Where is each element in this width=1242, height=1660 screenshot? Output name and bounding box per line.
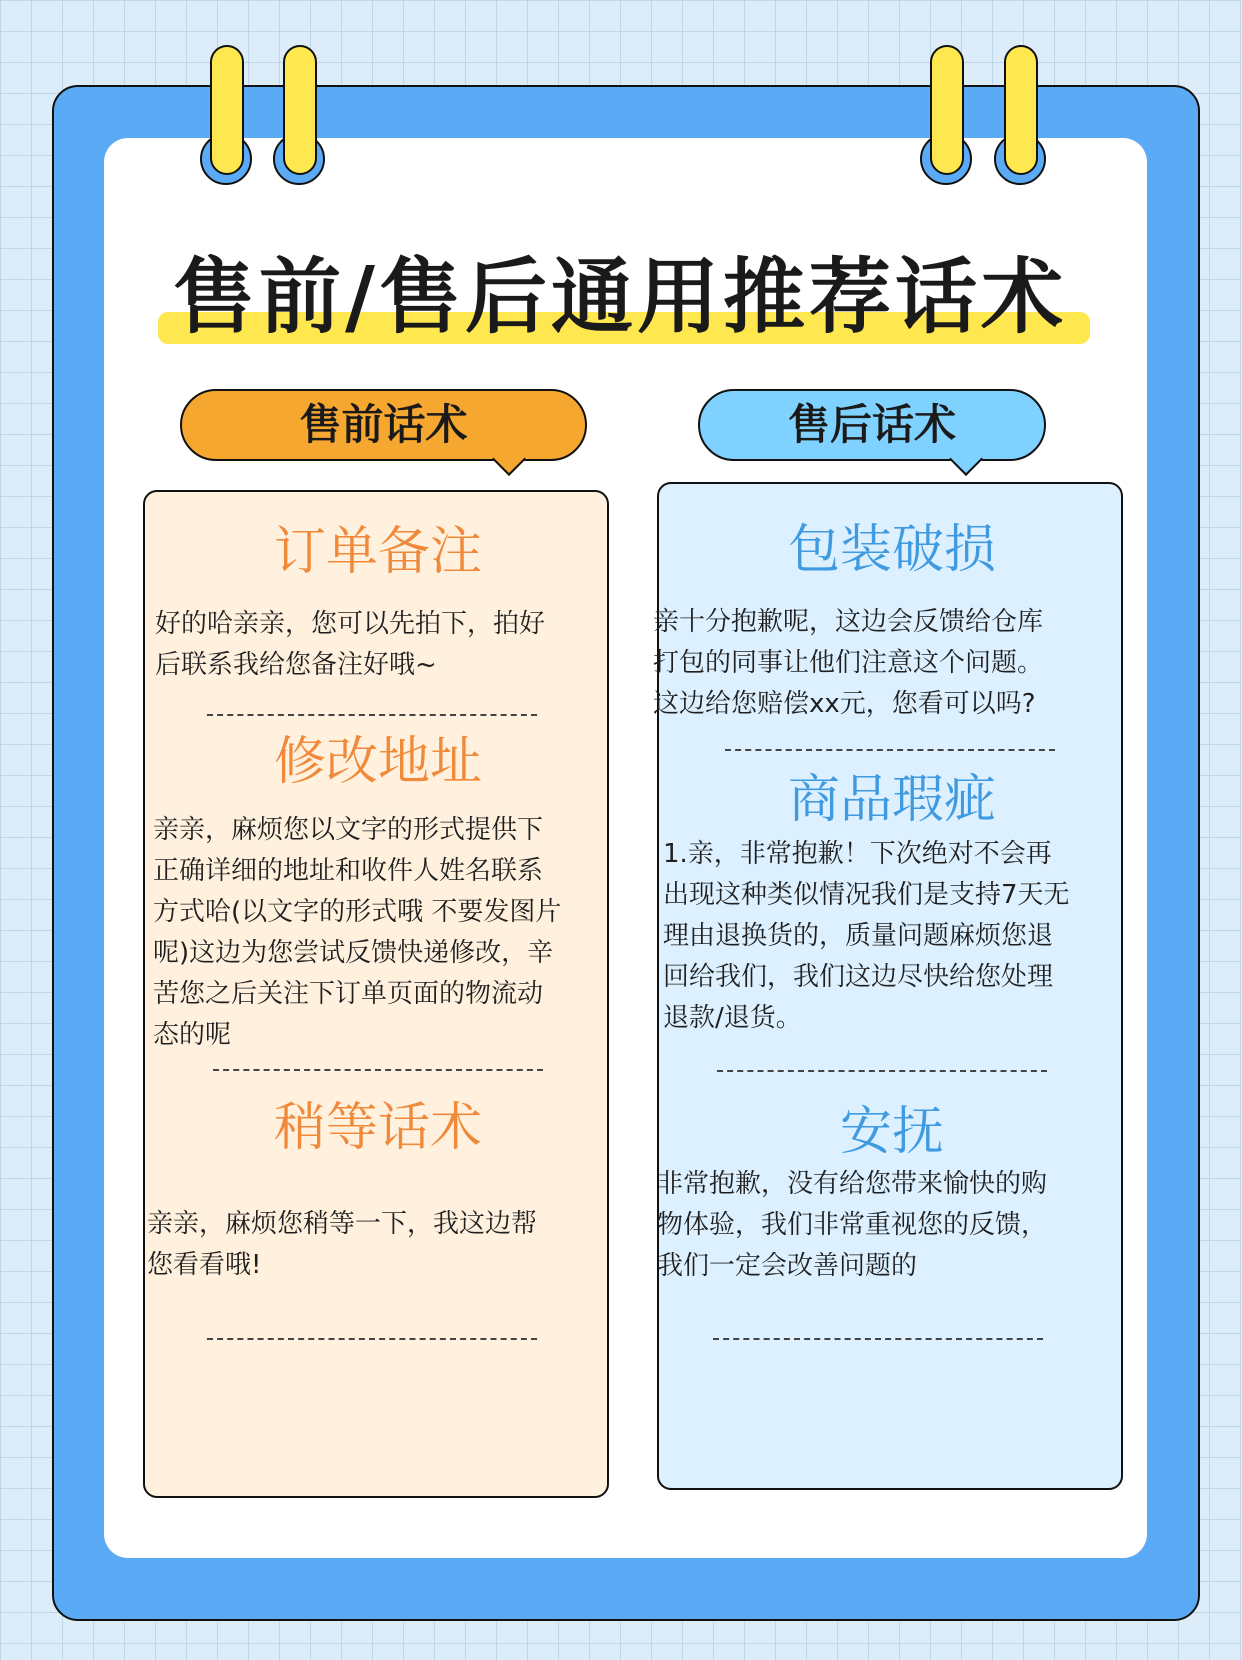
binder-ring bbox=[283, 45, 317, 185]
postsale-tag-label: 售后话术 bbox=[787, 400, 956, 449]
section-heading-wait: 稍等话术 bbox=[273, 1098, 482, 1158]
divider bbox=[717, 1070, 1047, 1072]
section-heading-product-defect: 商品瑕疵 bbox=[787, 770, 996, 830]
section-text-order-note: 好的哈亲亲，您可以先拍下，拍好 后联系我给您备注好哦~ bbox=[155, 609, 546, 680]
presale-tag bbox=[180, 389, 587, 461]
presale-tag-label: 售前话术 bbox=[299, 400, 468, 449]
divider bbox=[207, 714, 537, 716]
section-heading-order-note: 订单备注 bbox=[273, 522, 482, 582]
section-heading-change-address: 修改地址 bbox=[273, 732, 482, 792]
section-text-product-defect: 1.亲，非常抱歉！下次绝对不会再 出现这种类似情况我们是支持7天无 理由退换货的，质量问题麻烦您退 回给我们，我们这边尽快给您处理 退款/退货。 bbox=[663, 839, 1070, 1033]
page-title: 售前/售后通用推荐话术 bbox=[173, 250, 1067, 345]
section-heading-comfort: 安抚 bbox=[839, 1102, 944, 1162]
section-text-change-address: 亲亲，麻烦您以文字的形式提供下 正确详细的地址和收件人姓名联系 方式哈(以文字的形式哦 不要发图片 呢)这边为您尝试反馈快递修改，辛 苦您之后关注下订单页面的物流动 态的呢 bbox=[153, 815, 562, 1050]
binder-ring bbox=[210, 45, 244, 185]
presale-card bbox=[143, 490, 609, 1498]
section-text-wait: 亲亲，麻烦您稍等一下，我这边帮 您看看哦! bbox=[147, 1209, 538, 1280]
binder-ring bbox=[930, 45, 964, 185]
title-block bbox=[150, 250, 1090, 350]
divider bbox=[213, 1069, 543, 1071]
binder-ring bbox=[1004, 45, 1038, 185]
divider bbox=[207, 1338, 537, 1340]
section-text-comfort: 非常抱歉，没有给您带来愉快的购 物体验，我们非常重视您的反馈， 我们一定会改善问题的 bbox=[657, 1169, 1048, 1281]
postsale-tag bbox=[698, 389, 1046, 461]
postsale-card bbox=[653, 482, 1123, 1490]
divider bbox=[725, 749, 1055, 751]
section-heading-damaged-package: 包装破损 bbox=[787, 520, 996, 580]
section-text-damaged-package: 亲十分抱歉呢，这边会反馈给仓库 打包的同事让他们注意这个问题。 这边给您赔偿xx元，您看可以吗? bbox=[653, 607, 1044, 719]
divider bbox=[713, 1338, 1043, 1340]
